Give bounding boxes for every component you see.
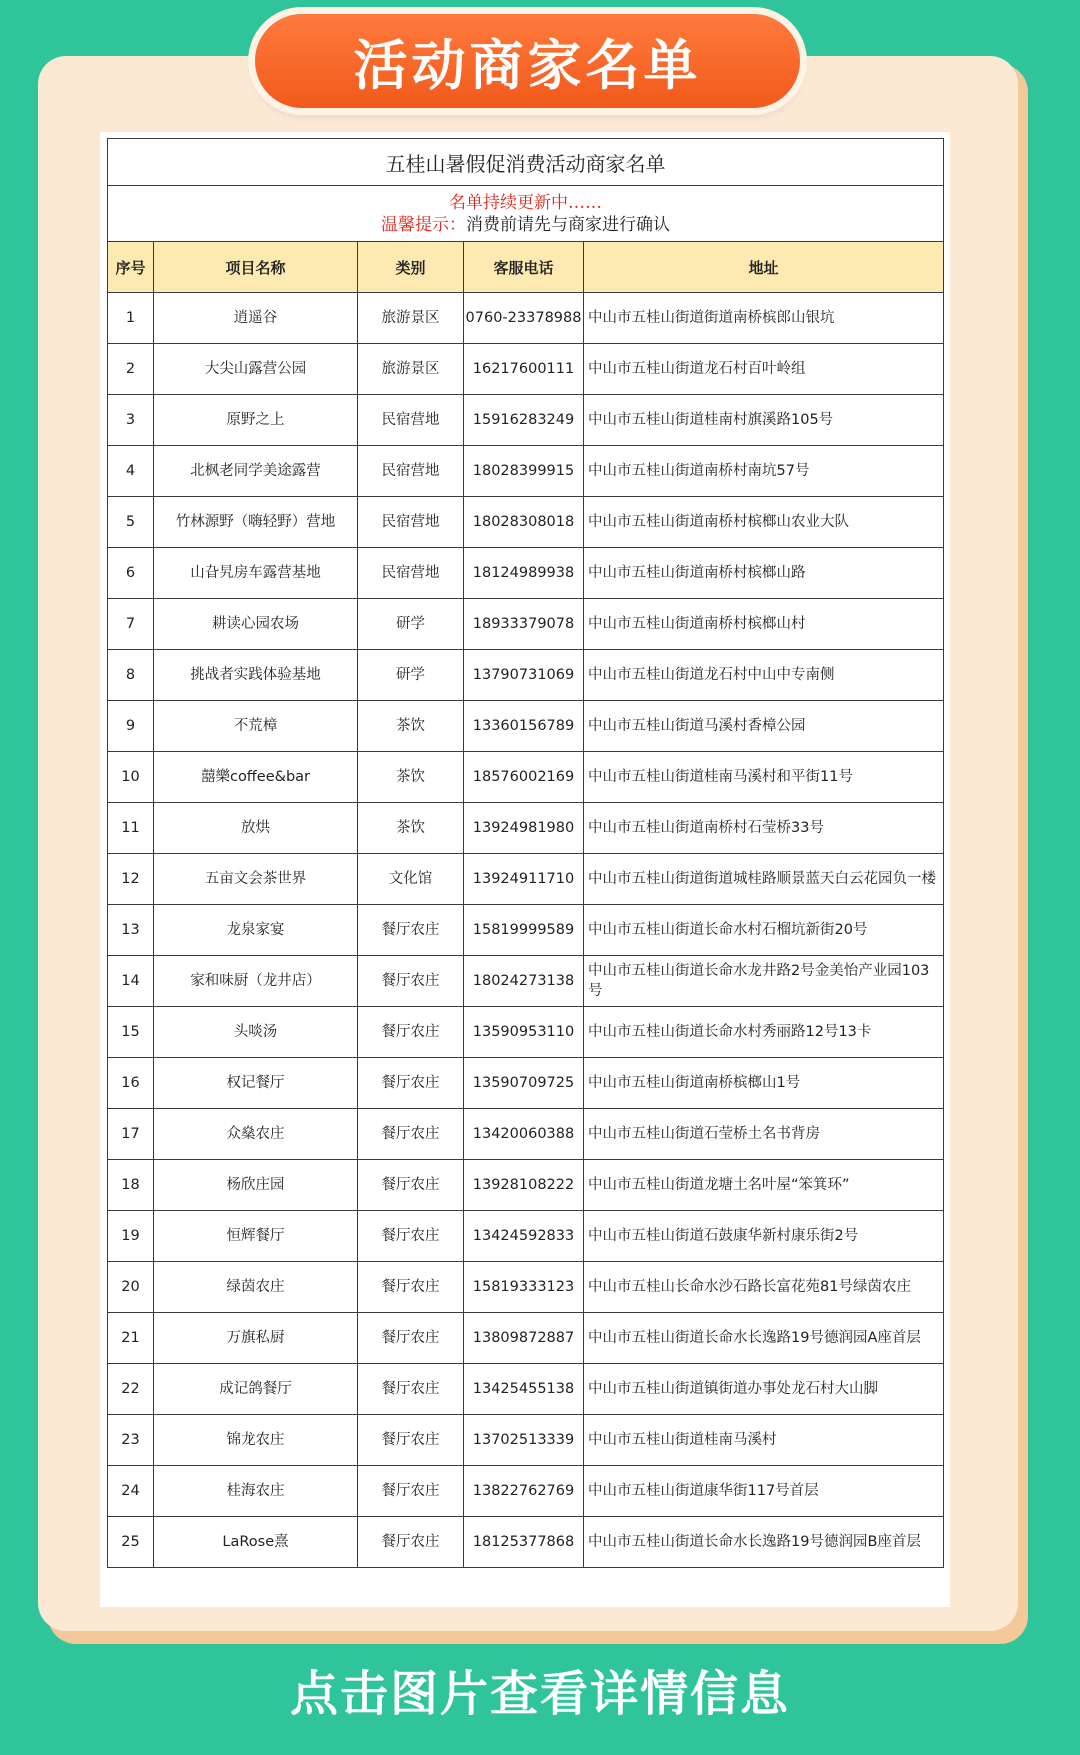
cell-address: 中山市五桂山街道镇街道办事处龙石村大山脚 (584, 1364, 944, 1415)
cell-name: 原野之上 (154, 395, 358, 446)
cell-phone: 15916283249 (464, 395, 584, 446)
cell-phone: 13425455138 (464, 1364, 584, 1415)
cell-no: 25 (108, 1517, 154, 1568)
table-row (108, 1466, 944, 1517)
cell-name: 绿茵农庄 (154, 1262, 358, 1313)
cell-category: 研学 (358, 599, 464, 650)
cell-category: 茶饮 (358, 701, 464, 752)
table-row (108, 1415, 944, 1466)
document-title: 五桂山暑假促消费活动商家名单 (108, 139, 944, 186)
cell-no: 3 (108, 395, 154, 446)
cell-category: 民宿营地 (358, 497, 464, 548)
view-details-link[interactable]: 点击图片查看详情信息 (289, 1666, 790, 1722)
cell-phone: 18028399915 (464, 446, 584, 497)
cell-category: 餐厅农庄 (358, 1517, 464, 1568)
document-sheet[interactable] (100, 132, 950, 1607)
cell-phone: 13790731069 (464, 650, 584, 701)
cell-address: 中山市五桂山街道街道城桂路顺景蓝天白云花园负一楼 (584, 854, 944, 905)
cell-no: 1 (108, 293, 154, 344)
cell-category: 茶饮 (358, 752, 464, 803)
cell-name: 龙泉家宴 (154, 905, 358, 956)
cell-address: 中山市五桂山街道马溪村香樟公园 (584, 701, 944, 752)
cell-category: 民宿营地 (358, 446, 464, 497)
notice-tip-label: 温馨提示： (381, 214, 467, 235)
cell-name: 挑战者实践体验基地 (154, 650, 358, 701)
cell-address: 中山市五桂山街道南桥村槟榔山路 (584, 548, 944, 599)
notice-tip-text: 消费前请先与商家进行确认 (466, 214, 671, 235)
col-header-no: 序号 (108, 242, 154, 293)
cell-phone: 13420060388 (464, 1109, 584, 1160)
table-row (108, 599, 944, 650)
cell-category: 餐厅农庄 (358, 1160, 464, 1211)
cell-address: 中山市五桂山街道长命水长逸路19号德润园B座首层 (584, 1517, 944, 1568)
cell-address: 中山市五桂山街道南桥村石莹桥33号 (584, 803, 944, 854)
cell-category: 餐厅农庄 (358, 1364, 464, 1415)
cell-address: 中山市五桂山街道康华街117号首层 (584, 1466, 944, 1517)
col-header-name: 项目名称 (154, 242, 358, 293)
cell-phone: 13924911710 (464, 854, 584, 905)
table-row (108, 650, 944, 701)
table-row (108, 701, 944, 752)
table-row (108, 956, 944, 1007)
cell-no: 10 (108, 752, 154, 803)
cell-no: 19 (108, 1211, 154, 1262)
cell-phone: 13702513339 (464, 1415, 584, 1466)
cell-phone: 13928108222 (464, 1160, 584, 1211)
cell-address: 中山市五桂山街道南桥村槟榔山村 (584, 599, 944, 650)
table-row (108, 446, 944, 497)
cell-address: 中山市五桂山街道龙石村百叶岭组 (584, 344, 944, 395)
cell-name: 众燊农庄 (154, 1109, 358, 1160)
col-header-address: 地址 (584, 242, 944, 293)
table-row (108, 1364, 944, 1415)
table-row (108, 293, 944, 344)
cell-phone: 15819333123 (464, 1262, 584, 1313)
cell-category: 餐厅农庄 (358, 1058, 464, 1109)
cell-category: 民宿营地 (358, 548, 464, 599)
cell-category: 餐厅农庄 (358, 1211, 464, 1262)
cell-name: 恒辉餐厅 (154, 1211, 358, 1262)
cell-phone: 18124989938 (464, 548, 584, 599)
cell-name: 家和味厨（龙井店） (154, 956, 358, 1007)
cell-name: 头啖汤 (154, 1007, 358, 1058)
cell-address: 中山市五桂山街道长命水村秀丽路12号13卡 (584, 1007, 944, 1058)
cell-name: 权记餐厅 (154, 1058, 358, 1109)
cell-address: 中山市五桂山街道南桥槟榔山1号 (584, 1058, 944, 1109)
cell-no: 24 (108, 1466, 154, 1517)
cell-name: 桂海农庄 (154, 1466, 358, 1517)
table-row (108, 1109, 944, 1160)
cell-name: 锦龙农庄 (154, 1415, 358, 1466)
cell-category: 餐厅农庄 (358, 1313, 464, 1364)
table-body (108, 293, 944, 1568)
cell-address: 中山市五桂山街道桂南马溪村 (584, 1415, 944, 1466)
cell-category: 民宿营地 (358, 395, 464, 446)
cell-name: LaRose熹 (154, 1517, 358, 1568)
cell-category: 旅游景区 (358, 344, 464, 395)
cell-category: 餐厅农庄 (358, 1007, 464, 1058)
cell-name: 囍樂coffee&bar (154, 752, 358, 803)
cell-no: 11 (108, 803, 154, 854)
cell-address: 中山市五桂山街道长命水龙井路2号金美怡产业园103号 (584, 956, 944, 1007)
cell-address: 中山市五桂山街道龙石村中山中专南侧 (584, 650, 944, 701)
cell-no: 17 (108, 1109, 154, 1160)
table-row (108, 548, 944, 599)
table-row (108, 1160, 944, 1211)
cell-category: 茶饮 (358, 803, 464, 854)
cell-address: 中山市五桂山街道南桥村槟榔山农业大队 (584, 497, 944, 548)
table-row (108, 905, 944, 956)
cell-no: 12 (108, 854, 154, 905)
cell-category: 餐厅农庄 (358, 1415, 464, 1466)
cell-name: 杨欣庄园 (154, 1160, 358, 1211)
cell-name: 北枫老同学美途露营 (154, 446, 358, 497)
cell-no: 21 (108, 1313, 154, 1364)
cell-phone: 13822762769 (464, 1466, 584, 1517)
cell-no: 14 (108, 956, 154, 1007)
cell-no: 22 (108, 1364, 154, 1415)
cell-category: 餐厅农庄 (358, 1109, 464, 1160)
notice-update: 名单持续更新中…… (449, 192, 603, 213)
cell-no: 7 (108, 599, 154, 650)
cell-name: 不荒樟 (154, 701, 358, 752)
cell-name: 放烘 (154, 803, 358, 854)
cell-category: 研学 (358, 650, 464, 701)
cell-phone: 15819999589 (464, 905, 584, 956)
table-row (108, 497, 944, 548)
cell-no: 9 (108, 701, 154, 752)
table-row (108, 1262, 944, 1313)
cell-name: 成记鸽餐厅 (154, 1364, 358, 1415)
page-title: 活动商家名单 (255, 14, 800, 108)
cell-no: 16 (108, 1058, 154, 1109)
table-row (108, 344, 944, 395)
cell-address: 中山市五桂山街道长命水村石榴坑新街20号 (584, 905, 944, 956)
table-row (108, 395, 944, 446)
table-row (108, 803, 944, 854)
cell-address: 中山市五桂山街道长命水长逸路19号德润园A座首层 (584, 1313, 944, 1364)
table-row (108, 1517, 944, 1568)
cell-phone: 13924981980 (464, 803, 584, 854)
cell-no: 5 (108, 497, 154, 548)
table-row (108, 854, 944, 905)
cell-category: 文化馆 (358, 854, 464, 905)
cell-phone: 0760-23378988 (464, 293, 584, 344)
cell-phone: 18576002169 (464, 752, 584, 803)
cell-phone: 13590953110 (464, 1007, 584, 1058)
cell-phone: 13360156789 (464, 701, 584, 752)
cell-no: 2 (108, 344, 154, 395)
cell-name: 大尖山露营公园 (154, 344, 358, 395)
cell-category: 餐厅农庄 (358, 956, 464, 1007)
cell-name: 万旗私厨 (154, 1313, 358, 1364)
merchant-table (107, 138, 944, 1568)
table-row (108, 1058, 944, 1109)
cell-phone: 18125377868 (464, 1517, 584, 1568)
cell-phone: 13809872887 (464, 1313, 584, 1364)
cell-address: 中山市五桂山街道桂南马溪村和平街11号 (584, 752, 944, 803)
cell-phone: 13424592833 (464, 1211, 584, 1262)
col-header-category: 类别 (358, 242, 464, 293)
cell-address: 中山市五桂山街道龙塘土名叶屋“笨箕环” (584, 1160, 944, 1211)
cell-no: 23 (108, 1415, 154, 1466)
cell-address: 中山市五桂山街道石鼓康华新村康乐街2号 (584, 1211, 944, 1262)
cell-address: 中山市五桂山街道桂南村旗溪路105号 (584, 395, 944, 446)
cell-category: 餐厅农庄 (358, 1466, 464, 1517)
cell-phone: 18933379078 (464, 599, 584, 650)
cell-name: 山旮旯房车露营基地 (154, 548, 358, 599)
cell-address: 中山市五桂山长命水沙石路长富花苑81号绿茵农庄 (584, 1262, 944, 1313)
col-header-phone: 客服电话 (464, 242, 584, 293)
cell-name: 耕读心园农场 (154, 599, 358, 650)
table-row (108, 1007, 944, 1058)
table-row (108, 1313, 944, 1364)
cell-address: 中山市五桂山街道石莹桥土名书背房 (584, 1109, 944, 1160)
cell-phone: 13590709725 (464, 1058, 584, 1109)
cell-no: 4 (108, 446, 154, 497)
cell-category: 旅游景区 (358, 293, 464, 344)
cell-address: 中山市五桂山街道南桥村南坑57号 (584, 446, 944, 497)
cell-phone: 18028308018 (464, 497, 584, 548)
table-row (108, 1211, 944, 1262)
cell-address: 中山市五桂山街道街道南桥槟郎山银坑 (584, 293, 944, 344)
notice-tip (108, 214, 943, 236)
cell-no: 13 (108, 905, 154, 956)
notice-box (108, 186, 944, 242)
cell-no: 20 (108, 1262, 154, 1313)
cell-no: 15 (108, 1007, 154, 1058)
cell-name: 五亩文会茶世界 (154, 854, 358, 905)
cell-no: 6 (108, 548, 154, 599)
cell-category: 餐厅农庄 (358, 905, 464, 956)
cell-category: 餐厅农庄 (358, 1262, 464, 1313)
cell-phone: 16217600111 (464, 344, 584, 395)
cell-no: 8 (108, 650, 154, 701)
cell-no: 18 (108, 1160, 154, 1211)
cell-name: 竹林源野（嗨轻野）营地 (154, 497, 358, 548)
cell-name: 逍遥谷 (154, 293, 358, 344)
cell-phone: 18024273138 (464, 956, 584, 1007)
table-row (108, 752, 944, 803)
